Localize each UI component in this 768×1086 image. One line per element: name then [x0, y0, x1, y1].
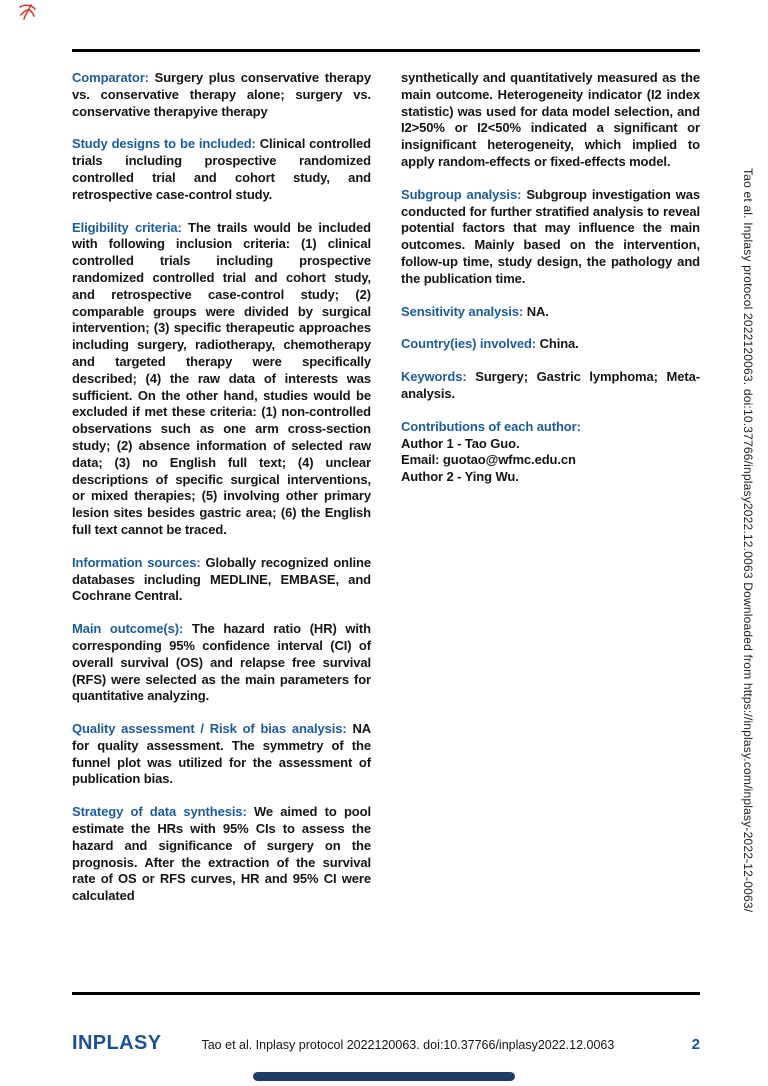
section-quality-assessment [72, 721, 371, 788]
section-label: Subgroup analysis: [401, 186, 522, 202]
section-text: Clinical controlled trials including prospective randomized controlled trial and cohort study, and retrospective case-control study. [72, 136, 371, 202]
footer-citation: Tao et al. Inplasy protocol 2022120063. doi:10.37766/inplasy2022.12.0063 [201, 1038, 615, 1052]
section-study-designs [72, 136, 371, 203]
section-strategy-of-data-synthesis [72, 804, 371, 905]
inplasy-logo: INPLASY [72, 1032, 162, 1054]
footer-rule [72, 992, 700, 995]
section-text: We aimed to pool estimate the HRs with 95% CIs to assess the hazard and significance of surgery on the prognosis. After the extraction of the survival rate of OS or RFS curves, HR and 95% CI were calculated [72, 804, 371, 904]
section-comparator [72, 70, 371, 120]
section-text: The trails would be included with following inclusion criteria: (1) clinical controlled trials including prospective randomized controlled trial and cohort study, and retrospective case-control study; (2) comparable groups were divided by surgical intervention; (3) specific therapeutic approaches including surgery, radiotherapy, chemotherapy and targeted therapy were specifically described; (4) the raw data of interests was sufficient. On the other hand, studies would be excluded if met these criteria: (1) non-controlled observations such as one arm cross-section study; (2) absence information of selected raw data; (3) no English full text; (4) unclear descriptions of specific surgical interventions, or mixed therapies; (5) involving other primary lesion sites besides gastric area; (6) the English full text cannot be traced. [72, 219, 371, 537]
corner-annotation-mark-icon [17, 2, 39, 22]
section-label: Country(ies) involved: [401, 336, 537, 352]
section-label: Keywords: [401, 369, 467, 385]
section-label: Quality assessment / Risk of bias analysis: [72, 721, 347, 737]
section-label: Main outcome(s): [72, 621, 184, 637]
bottom-indicator-bar [253, 1072, 515, 1081]
section-information-sources [72, 555, 371, 605]
author-line: Author 2 - Ying Wu. [401, 469, 519, 485]
section-text: Surgery; Gastric lymphoma; Meta-analysis. [401, 369, 701, 401]
section-label: Sensitivity analysis: [401, 303, 524, 319]
section-label: Study designs to be included: [72, 136, 256, 152]
section-label: Contributions of each author: [401, 418, 581, 434]
section-strategy-continuation [401, 70, 700, 171]
section-main-outcomes [72, 621, 371, 705]
section-eligibility-criteria [72, 220, 371, 539]
vertical-edge-citation: Tao et al. Inplasy protocol 2022120063. doi:10.37766/inplasy2022.12.0063 Downloaded from https://inplasy.com/inplasy-2022-12-0063/ [741, 168, 755, 913]
footer [72, 1032, 700, 1055]
section-text: Subgroup investigation was conducted for further stratified analysis to reveal potential factors that may influence the main outcomes. Mainly based on the intervention, follow-up time, study design, the pathology and the publication time. [401, 186, 701, 286]
article-body [72, 70, 700, 921]
author-line: Author 1 - Tao Guo. [401, 435, 520, 451]
section-sensitivity-analysis [401, 304, 700, 321]
section-text: Surgery plus conservative therapy vs. conservative therapy alone; surgery vs. conservative therapyive therapy [72, 70, 372, 119]
section-label: Strategy of data synthesis: [72, 804, 247, 820]
section-keywords [401, 369, 700, 403]
right-column [401, 70, 700, 921]
page-number: 2 [691, 1036, 700, 1053]
section-label: Comparator: [72, 70, 149, 85]
section-text: synthetically and quantitatively measured as the main outcome. Heterogeneity indicator (I2 index statistic) was used for data model selection, and I2>50% or I2<50% indicated a significant or insignificant heterogeneity, which implied to apply random-effects or fixed-effects model. [401, 70, 700, 169]
author-email-line: Email: guotao@wfmc.edu.cn [401, 452, 576, 468]
section-label: Information sources: [72, 554, 201, 570]
section-country-involved [401, 336, 700, 353]
section-text: NA for quality assessment. The symmetry of the funnel plot was utilized for the assessment of publication bias. [72, 721, 372, 787]
section-contributions [401, 419, 700, 486]
section-text: The hazard ratio (HR) with corresponding 95% confidence interval (CI) of overall survival (OS) and relapse free survival (RFS) were selected as the main parameters for quantitative analyzing. [72, 621, 372, 704]
section-label: Eligibility criteria: [72, 219, 182, 235]
section-text: NA. [526, 303, 549, 319]
top-rule [72, 49, 700, 52]
section-text: Globally recognized online databases including MEDLINE, EMBASE, and Cochrane Central. [72, 554, 371, 604]
left-column [72, 70, 371, 921]
section-subgroup-analysis [401, 187, 700, 288]
section-text: China. [539, 336, 579, 352]
